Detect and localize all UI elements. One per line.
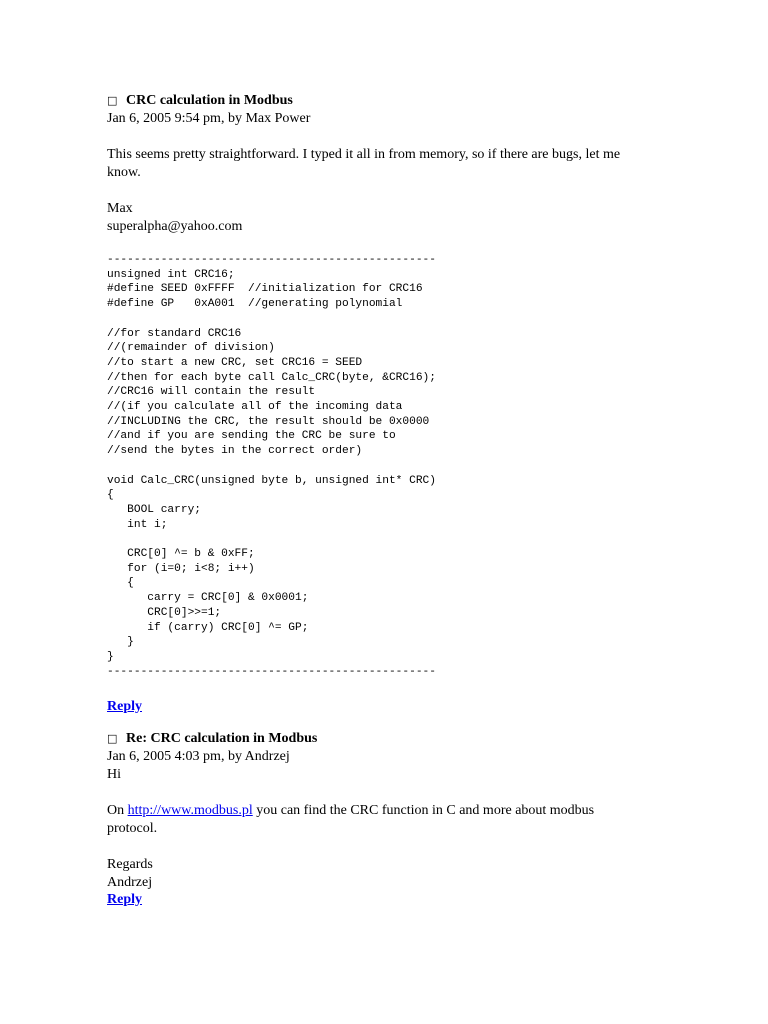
post-title xyxy=(107,92,293,110)
checkbox-icon: □ xyxy=(107,732,118,745)
post-body-prefix: On xyxy=(107,803,128,818)
post-title-text: Re: CRC calculation in Modbus xyxy=(126,731,318,746)
post-meta: Jan 6, 2005 9:54 pm, by Max Power xyxy=(107,111,311,126)
post-closing: Regards xyxy=(107,857,153,872)
post-body-suffix: you can find the CRC function in C and more about modbus xyxy=(252,803,595,818)
modbus-link[interactable]: http://www.modbus.pl xyxy=(127,803,253,818)
signature-name: Max xyxy=(107,201,133,216)
reply-link[interactable]: Reply xyxy=(107,892,142,907)
checkbox-icon: □ xyxy=(107,94,118,107)
post-body-line: know. xyxy=(107,165,141,180)
post-title xyxy=(107,730,317,748)
post-meta: Jan 6, 2005 4:03 pm, by Andrzej xyxy=(107,749,290,764)
post-body-line: This seems pretty straightforward. I typed it all in from memory, so if there are bugs, let me xyxy=(107,147,621,162)
post-title-text: CRC calculation in Modbus xyxy=(126,93,293,108)
post-body-line xyxy=(107,802,594,820)
signature-name: Andrzej xyxy=(107,875,153,890)
post-body-line: protocol. xyxy=(107,821,158,836)
reply-link[interactable]: Reply xyxy=(107,699,142,714)
code-block: ------------------------------------------------- unsigned int CRC16; #define SEED 0xFFFF //initialization for CRC16 #define GP 0xA001 //generating polynomial //for standard CRC16 //(remainder of division) //to start a new CRC, set CRC16 = SEED //then for each byte call Calc_CRC(byte, &CRC16); //CRC16 will contain the result //(if you calculate all of the incoming data //INCLUDING the CRC, the result should be 0x0000 //and if you are sending the CRC be sure to //send the bytes in the correct order) void Calc_CRC(unsigned byte b, unsigned int* CRC) { BOOL carry; int i; CRC[0] ^= b & 0xFF; for (i=0; i<8; i++) { carry = CRC[0] & 0x0001; CRC[0]>>=1; if (carry) CRC[0] ^= GP; } } ------------------------------------------------- xyxy=(107,254,436,678)
signature-email: superalpha@yahoo.com xyxy=(107,219,243,234)
post-greeting: Hi xyxy=(107,767,121,782)
